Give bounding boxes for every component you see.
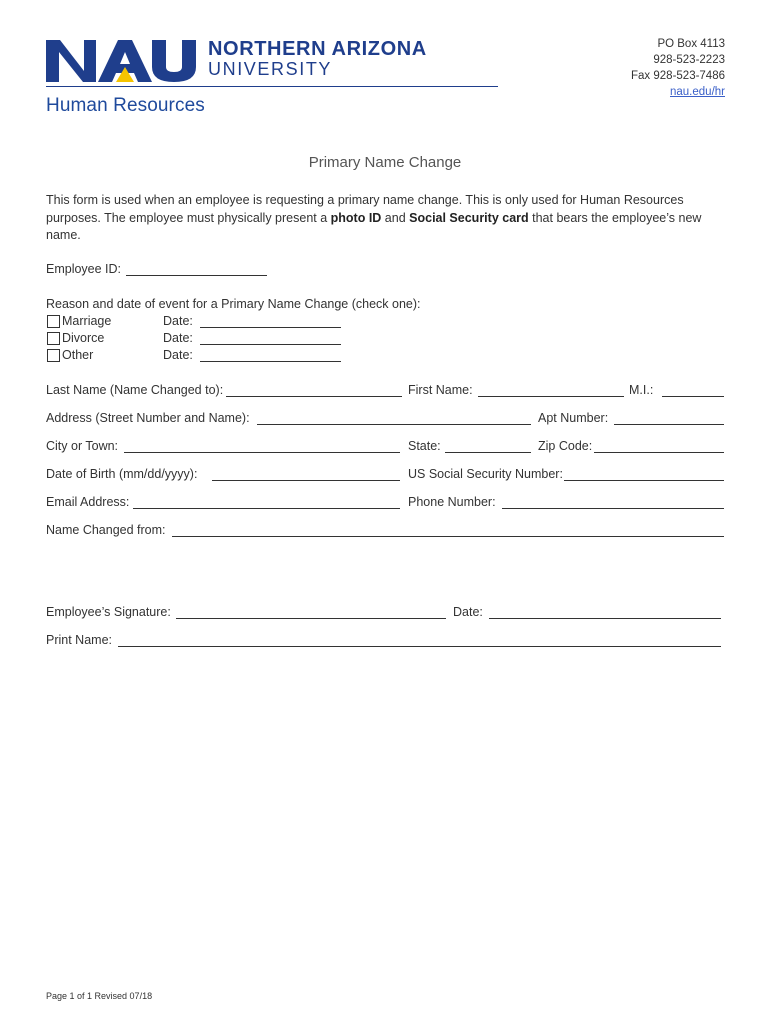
zip-code-field[interactable] bbox=[594, 452, 724, 453]
other-date-field[interactable] bbox=[200, 361, 341, 362]
zip-code-label: Zip Code: bbox=[538, 439, 593, 453]
divorce-checkbox[interactable] bbox=[47, 332, 60, 345]
ssn-label: US Social Security Number: bbox=[408, 467, 563, 481]
employee-id-label: Employee ID: bbox=[46, 262, 122, 276]
intro-text-3: that bears the employee’s new name. bbox=[46, 210, 702, 242]
city-field[interactable] bbox=[124, 452, 400, 453]
contact-block bbox=[631, 36, 725, 100]
logo-line2: UNIVERSITY bbox=[208, 59, 333, 79]
signature-date-field[interactable] bbox=[489, 618, 721, 619]
state-label: State: bbox=[408, 439, 441, 453]
print-name-field[interactable] bbox=[118, 646, 721, 647]
intro-text-2: and bbox=[381, 210, 410, 225]
first-name-field[interactable] bbox=[478, 396, 624, 397]
header-rule bbox=[46, 86, 498, 87]
mi-field[interactable] bbox=[662, 396, 724, 397]
other-label: Other bbox=[62, 348, 94, 362]
last-name-label: Last Name (Name Changed to): bbox=[46, 383, 224, 397]
intro-text-1: This form is used when an employee is requesting a primary name change. This is only used for Human Resources purposes. The employee must physically present a bbox=[46, 193, 684, 225]
logo-letter-n bbox=[46, 40, 96, 82]
marriage-date-field[interactable] bbox=[200, 327, 341, 328]
fax-number: Fax 928-523-7486 bbox=[631, 70, 725, 82]
other-checkbox[interactable] bbox=[47, 349, 60, 362]
signature-field[interactable] bbox=[176, 618, 446, 619]
address-label: Address (Street Number and Name): bbox=[46, 411, 250, 425]
name-changed-from-label: Name Changed from: bbox=[46, 523, 166, 537]
phone-number: 928-523-2223 bbox=[653, 54, 725, 66]
email-label: Email Address: bbox=[46, 495, 130, 509]
divorce-label: Divorce bbox=[62, 331, 105, 345]
ssn-field[interactable] bbox=[564, 480, 724, 481]
date-of-birth-field[interactable] bbox=[212, 480, 400, 481]
first-name-label: First Name: bbox=[408, 383, 473, 397]
marriage-date-label: Date: bbox=[163, 314, 193, 328]
po-box: PO Box 4113 bbox=[657, 38, 725, 50]
email-field[interactable] bbox=[133, 508, 400, 509]
signature-date-label: Date: bbox=[453, 605, 483, 619]
last-name-field[interactable] bbox=[226, 396, 402, 397]
marriage-label: Marriage bbox=[62, 314, 112, 328]
phone-field[interactable] bbox=[502, 508, 724, 509]
other-date-label: Date: bbox=[163, 348, 193, 362]
divorce-date-field[interactable] bbox=[200, 344, 341, 345]
phone-label: Phone Number: bbox=[408, 495, 496, 509]
date-of-birth-label: Date of Birth (mm/dd/yyyy): bbox=[46, 467, 198, 481]
form-title: Primary Name Change bbox=[308, 154, 462, 171]
intro-bold-photo-id: photo ID bbox=[330, 210, 382, 225]
nau-logo bbox=[46, 37, 500, 87]
print-name-label: Print Name: bbox=[46, 633, 112, 647]
apt-number-label: Apt Number: bbox=[538, 411, 609, 425]
reason-label: Reason and date of event for a Primary Name Change (check one): bbox=[46, 297, 421, 311]
signature-label: Employee’s Signature: bbox=[46, 605, 171, 619]
intro-bold-ssn-card: Social Security card bbox=[409, 210, 529, 225]
website-link[interactable]: nau.edu/hr bbox=[670, 86, 725, 98]
employee-id-field[interactable] bbox=[126, 275, 267, 276]
divorce-date-label: Date: bbox=[163, 331, 193, 345]
apt-number-field[interactable] bbox=[614, 424, 724, 425]
marriage-checkbox[interactable] bbox=[47, 315, 60, 328]
mi-label: M.I.: bbox=[629, 383, 654, 397]
state-field[interactable] bbox=[445, 452, 531, 453]
department-name: Human Resources bbox=[46, 95, 205, 116]
form-intro bbox=[46, 192, 726, 245]
city-label: City or Town: bbox=[46, 439, 119, 453]
address-field[interactable] bbox=[257, 424, 531, 425]
logo-letter-u bbox=[152, 40, 196, 82]
page-footer: Page 1 of 1 Revised 07/18 bbox=[46, 991, 153, 1001]
name-changed-from-field[interactable] bbox=[172, 536, 724, 537]
logo-line1: NORTHERN ARIZONA bbox=[208, 38, 427, 60]
